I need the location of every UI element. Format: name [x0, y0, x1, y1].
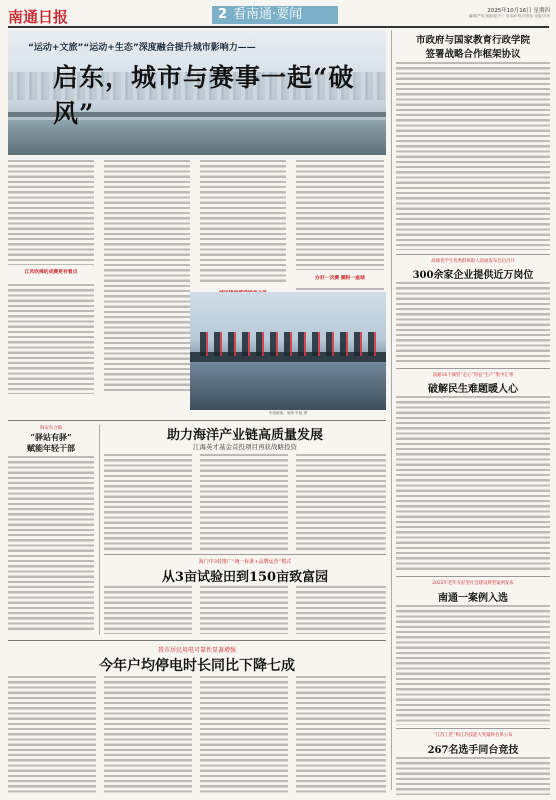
lead-body-col1: [8, 160, 94, 265]
mid-left-headline-2: 赋能年轻干部: [27, 443, 75, 453]
lead-subhead-1: 江风吹拂的成赛更有看点: [24, 269, 78, 275]
lead-headline: 启东，城市与赛事一起“破风”: [53, 63, 355, 128]
mid-center-body-3: [296, 454, 386, 550]
right5-kicker: “江苏工匠”和江苏技能大奖最终名单公布: [433, 733, 513, 738]
mid-left-kicker: 海安东合镇: [40, 426, 62, 431]
right-divider-4: [396, 728, 550, 729]
right-divider-2: [396, 368, 550, 369]
right1-headline-1: 市政府与国家教育行政学院: [415, 35, 530, 46]
right4-body: [396, 605, 550, 725]
lead-subhead-3: 办好一次赛 圈粉一座城: [315, 275, 365, 281]
story3-body-3: [296, 586, 386, 634]
mid-center-headline: 助力海洋产业链高质量发展: [166, 428, 323, 443]
lead-body-col3: [200, 160, 286, 285]
right3-headline: 破解民生难题暖人心: [428, 384, 518, 395]
bottom-body-3: [200, 676, 288, 794]
cycling-race-photo: [190, 292, 386, 410]
mid-left-headline-1: “驿站有驿”: [30, 432, 72, 442]
right5-body: [396, 757, 550, 795]
right-divider-1: [396, 254, 550, 255]
bottom-headline: 今年户均停电时长同比下降七成: [99, 658, 295, 674]
story3-headline: 从3亩试验田到150亩致富园: [161, 570, 329, 585]
right5-headline: 267名选手同台竞技: [427, 745, 519, 756]
section-banner: [212, 6, 338, 24]
section-name: 看南通·要闻: [233, 7, 303, 22]
right1-body: [396, 62, 550, 250]
mid-left-rule: [99, 425, 100, 635]
right2-kicker: 高端优学生优秀群体职入南通发布会启召开: [431, 259, 515, 264]
editor-line: 编辑/严成 朗版/赵小丁 电话/6 校对/张伟 组版/苏秀: [468, 14, 550, 18]
lead-kicker: “运动+文旅”“运动+生态”深度融合提升城市影响力——: [28, 43, 256, 53]
bottom-body-2: [104, 676, 192, 794]
right-divider-3: [396, 576, 550, 577]
mid-left-body: [8, 456, 94, 631]
story3-body-1: [104, 586, 192, 634]
mid-center-sub: 江海英才基金首投项目再获战略投资: [193, 443, 297, 451]
bottom-divider: [8, 640, 386, 641]
mid-center-divider: [104, 554, 386, 555]
right3-body: [396, 396, 550, 572]
right1-headline-2: 签署战略合作框架协议: [425, 49, 521, 60]
right2-headline: 300余家企业提供近万岗位: [412, 270, 534, 281]
section-number: 2: [218, 7, 228, 22]
right-column-rule: [391, 30, 392, 790]
bottom-body-4: [296, 676, 386, 794]
newspaper-logo: 南通日报: [8, 8, 69, 26]
lead-body-col1b: [8, 284, 94, 394]
right4-headline: 南通一案例入选: [438, 593, 508, 604]
story3-kicker: 海门中3村推广“统一标准+品牌运营”模式: [198, 559, 292, 565]
bottom-kicker: 我市居民用电可靠性显著增强: [157, 647, 236, 654]
story3-body-2: [200, 586, 288, 634]
right4-kicker: 2025年老年友好型社会建设典型案例发布: [432, 581, 514, 586]
masthead-rule: [8, 26, 549, 28]
right3-kicker: 南通16个城管“走心”得益“生产”集中汇事: [432, 373, 514, 378]
right2-body: [396, 282, 550, 364]
bottom-body-1: [8, 676, 96, 794]
mid-center-body-2: [200, 454, 288, 550]
lead-body-col2: [104, 160, 190, 394]
lead-body-col4: [296, 160, 384, 270]
date-line: 2025年10月16日 星期四: [487, 8, 550, 14]
mid-center-body-1: [104, 454, 192, 550]
mid-divider: [8, 420, 386, 421]
photo-caption: 车组破赛。施琪 朱磊 摄: [268, 411, 308, 415]
